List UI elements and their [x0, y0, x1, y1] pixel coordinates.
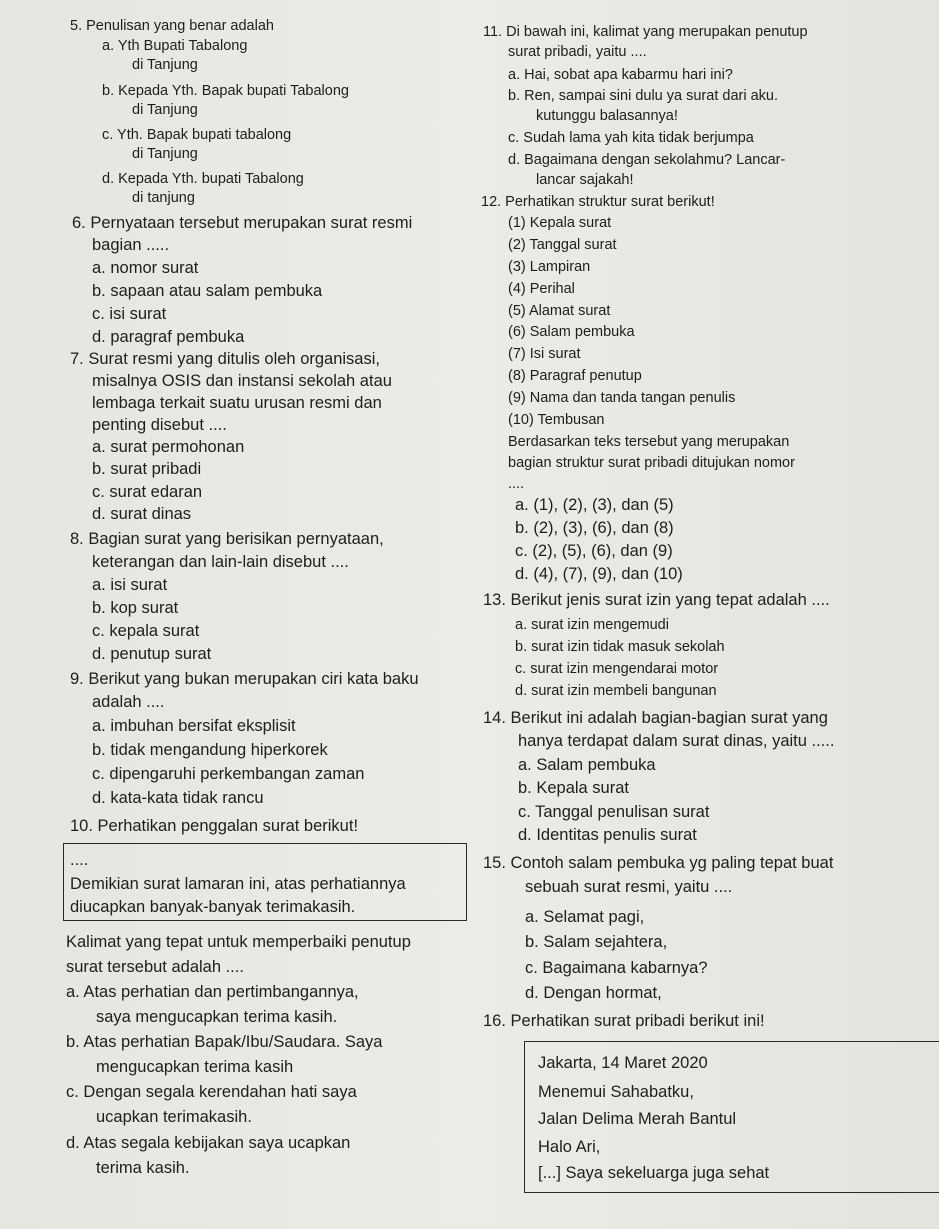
option-d: d. penutup surat — [92, 645, 212, 663]
structure-item: (6) Salam pembuka — [508, 324, 635, 340]
excerpt-line2: diucapkan banyak-banyak terimakasih. — [70, 898, 356, 916]
option-a: a. isi surat — [92, 576, 168, 594]
option-c: c. Bagaimana kabarnya? — [525, 959, 708, 977]
option-d: d. Atas segala kebijakan saya ucapkan — [66, 1134, 351, 1152]
option-b-line2: mengucapkan terima kasih — [96, 1058, 294, 1076]
question-text-line2: hanya terdapat dalam surat dinas, yaitu ..... — [518, 732, 835, 750]
question-text: 8. Bagian surat yang berisikan pernyataan, — [70, 530, 384, 548]
letter-address: Jalan Delima Merah Bantul — [538, 1110, 737, 1128]
option-a: a. nomor surat — [92, 259, 199, 277]
question-text-line2: surat pribadi, yaitu .... — [508, 44, 647, 60]
option-b: b. Ren, sampai sini dulu ya surat dari aku. — [508, 88, 778, 104]
option-a-line2: di Tanjung — [132, 57, 198, 73]
question-text-line2: keterangan dan lain-lain disebut .... — [92, 553, 349, 571]
question-text-line2: misalnya OSIS dan instansi sekolah atau — [92, 372, 392, 390]
option-a: a. Atas perhatian dan pertimbangannya, — [66, 983, 359, 1001]
option-b: b. surat izin tidak masuk sekolah — [515, 639, 725, 655]
question-text-line2: Berdasarkan teks tersebut yang merupakan — [508, 434, 790, 450]
option-b: b. Salam sejahtera, — [525, 933, 668, 951]
question-text: 16. Perhatikan surat pribadi berikut ini! — [483, 1012, 765, 1030]
option-d-line2: di tanjung — [132, 190, 195, 206]
option-a: a. surat permohonan — [92, 438, 245, 456]
option-b: b. Kepada Yth. Bapak bupati Tabalong — [102, 83, 349, 99]
option-c: c. Tanggal penulisan surat — [518, 803, 710, 821]
option-d: d. Identitas penulis surat — [518, 826, 697, 844]
question-text-line3: lembaga terkait suatu urusan resmi dan — [92, 394, 382, 412]
question-text-line2: Kalimat yang tepat untuk memperbaiki penutup — [66, 933, 411, 951]
option-a: a. surat izin mengemudi — [515, 617, 669, 633]
option-c: c. surat edaran — [92, 483, 203, 501]
letter-greeting: Halo Ari, — [538, 1138, 601, 1156]
structure-item: (2) Tanggal surat — [508, 237, 617, 253]
question-text-line2: sebuah surat resmi, yaitu .... — [525, 878, 733, 896]
option-a: a. Selamat pagi, — [525, 908, 645, 926]
question-text: 9. Berikut yang bukan merupakan ciri kata baku — [70, 670, 419, 688]
option-c: c. surat izin mengendarai motor — [515, 661, 719, 677]
question-text: 6. Pernyataan tersebut merupakan surat resmi — [72, 214, 413, 232]
question-text: 14. Berikut ini adalah bagian-bagian surat yang — [483, 709, 828, 727]
excerpt-dots: .... — [70, 851, 89, 869]
option-c: c. dipengaruhi perkembangan zaman — [92, 765, 365, 783]
option-c: c. Sudah lama yah kita tidak berjumpa — [508, 130, 754, 146]
question-text-line4: penting disebut .... — [92, 416, 227, 434]
question-text: 15. Contoh salam pembuka yg paling tepat buat — [483, 854, 834, 872]
option-a: a. Yth Bupati Tabalong — [102, 38, 248, 54]
option-c: c. isi surat — [92, 305, 167, 323]
option-d-line2: lancar sajakah! — [536, 172, 634, 188]
option-b: b. (2), (3), (6), dan (8) — [515, 519, 674, 537]
option-b: b. Atas perhatian Bapak/Ibu/Saudara. Saya — [66, 1033, 383, 1051]
structure-item: (8) Paragraf penutup — [508, 368, 642, 384]
option-d: d. kata-kata tidak rancu — [92, 789, 264, 807]
structure-item: (1) Kepala surat — [508, 215, 612, 231]
option-c-line2: di Tanjung — [132, 146, 198, 162]
option-a: a. Hai, sobat apa kabarmu hari ini? — [508, 67, 733, 83]
option-d: d. surat dinas — [92, 505, 192, 523]
letter-recipient: Menemui Sahabatku, — [538, 1083, 694, 1101]
question-text-line3: surat tersebut adalah .... — [66, 958, 244, 976]
structure-item: (4) Perihal — [508, 281, 575, 297]
option-d: d. surat izin membeli bangunan — [515, 683, 717, 699]
option-b: b. sapaan atau salam pembuka — [92, 282, 323, 300]
option-b: b. surat pribadi — [92, 460, 202, 478]
option-d-line2: terima kasih. — [96, 1159, 190, 1177]
option-c: c. Dengan segala kerendahan hati saya — [66, 1083, 357, 1101]
option-d: d. Dengan hormat, — [525, 984, 662, 1002]
option-b: b. kop surat — [92, 599, 179, 617]
option-a: a. Salam pembuka — [518, 756, 656, 774]
option-c: c. kepala surat — [92, 622, 200, 640]
structure-item: (7) Isi surat — [508, 346, 581, 362]
option-b-line2: kutunggu balasannya! — [536, 108, 678, 124]
structure-item: (5) Alamat surat — [508, 303, 611, 319]
question-text: 11. Di bawah ini, kalimat yang merupakan penutup — [483, 24, 808, 40]
question-text-line2: adalah .... — [92, 693, 165, 711]
option-b-line2: di Tanjung — [132, 102, 198, 118]
excerpt-line1: Demikian surat lamaran ini, atas perhatiannya — [70, 875, 406, 893]
structure-item: (3) Lampiran — [508, 259, 591, 275]
question-text: 12. Perhatikan struktur surat berikut! — [481, 194, 715, 210]
option-d: d. Bagaimana dengan sekolahmu? Lancar- — [508, 152, 786, 168]
option-d: d. Kepada Yth. bupati Tabalong — [102, 171, 304, 187]
option-b: b. Kepala surat — [518, 779, 629, 797]
letter-body: [...] Saya sekeluarga juga sehat — [538, 1164, 770, 1182]
option-b: b. tidak mengandung hiperkorek — [92, 741, 328, 759]
question-text-line4: .... — [508, 476, 525, 492]
question-text: 13. Berikut jenis surat izin yang tepat adalah .... — [483, 591, 830, 609]
option-c-line2: ucapkan terimakasih. — [96, 1108, 252, 1126]
option-c: c. (2), (5), (6), dan (9) — [515, 542, 673, 560]
question-text-line3: bagian struktur surat pribadi ditujukan nomor — [508, 455, 795, 471]
option-a-line2: saya mengucapkan terima kasih. — [96, 1008, 338, 1026]
option-a: a. (1), (2), (3), dan (5) — [515, 496, 674, 514]
option-d: d. paragraf pembuka — [92, 328, 245, 346]
question-text: 10. Perhatikan penggalan surat berikut! — [70, 817, 359, 835]
option-a: a. imbuhan bersifat eksplisit — [92, 717, 296, 735]
structure-item: (10) Tembusan — [508, 412, 605, 428]
structure-item: (9) Nama dan tanda tangan penulis — [508, 390, 736, 406]
letter-date: Jakarta, 14 Maret 2020 — [538, 1054, 708, 1072]
question-text-line2: bagian ..... — [92, 236, 170, 254]
option-d: d. (4), (7), (9), dan (10) — [515, 565, 683, 583]
option-c: c. Yth. Bapak bupati tabalong — [102, 127, 292, 143]
question-text: 7. Surat resmi yang ditulis oleh organisasi, — [70, 350, 380, 368]
question-text: 5. Penulisan yang benar adalah — [70, 18, 274, 34]
